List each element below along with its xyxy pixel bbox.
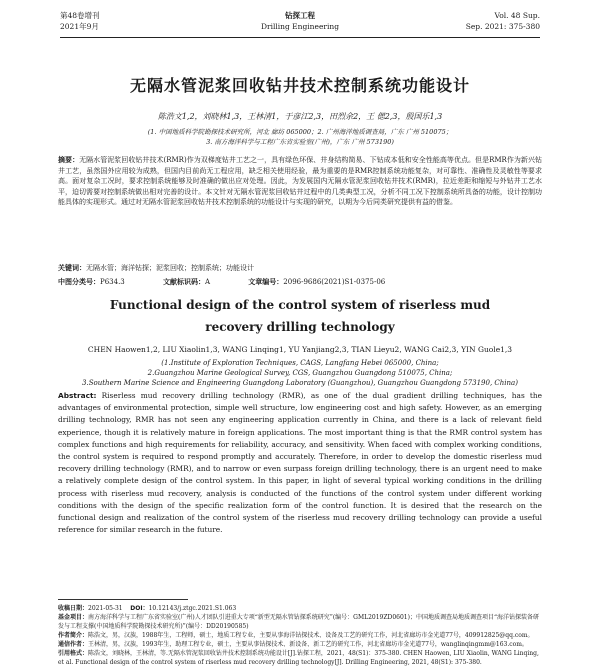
footnote-rule bbox=[58, 599, 188, 600]
cite-label: 引用格式： bbox=[58, 650, 89, 657]
chinese-affiliation-1: (1. 中国地质科学院勘探技术研究所，河北 廊坊 065000；2. 广州海洋地质调查局，广东 广州 510075； bbox=[147, 128, 453, 136]
cite-cn: 陈浩文，刘晓林，王林清，等.无隔水管泥浆回收钻井技术控制系统功能设计[J].钻探工程，2021，48(S1)：375-380. bbox=[88, 650, 402, 657]
chinese-affiliation-2: 3. 南方海洋科学与工程广东省实验室(广州)，广东 广州 573190) bbox=[206, 138, 394, 146]
english-affiliation-3: 3.Southern Marine Science and Engineering Guangdong Laboratory (Guangzhou), Guangzhou Guangdong 573190, China) bbox=[82, 379, 518, 387]
header-vol-en: Vol. 48 Sup. bbox=[494, 11, 540, 20]
clc-label: 中图分类号： bbox=[58, 278, 100, 286]
english-affiliation-1: (1.Institute of Exploration Techniques, CAGS, Langfang Hebei 065000, China; bbox=[161, 359, 439, 367]
english-abstract bbox=[58, 390, 542, 536]
chinese-keywords bbox=[58, 263, 542, 274]
header-right bbox=[466, 10, 540, 32]
footnote-correspondence bbox=[58, 640, 542, 649]
header-volume: 第48卷增刊 bbox=[60, 11, 100, 20]
corr-text: 王林清，男，汉族，1993年生，助理工程专业，硕士，主要从事钻探技术、新设备、新工艺的研究工作，河北省廊坊市金光道77号，wanglinqingmm@163.com。 bbox=[88, 641, 528, 648]
footnote-citation bbox=[58, 649, 542, 667]
abstract-cn-text: 无隔水管泥浆回收钻井技术(RMR)作为双梯度钻井工艺之一，具有绿色环保、井身结构简易、下钻成本低和安全性能高等优点。但是RMR作为新兴钻井工艺，虽然国外应用较为成熟，但国内目前尚无工程应用，缺乏相关使用经验，最为重要的是RMR控制系统功能复杂，对可靠性、准确性及灵敏性等要求高。面对复杂工况时，要求控制系统能够及时准确的做出应对处理。因此，为发展国内无隔水管泥浆回收钻井技术(RMR)，拉近差距和缩短与外钻井工艺水平，迫切需要对控制系统做出相对完善的设计。本文针对无隔水管泥浆回收钻井过程中的几类典型工况，分析不同工况下控制系统所具备的功能，设计控制功能具体的实现形式。通过对无隔水管泥浆回收钻井技术控制系统的功能设计与实现的研究，以期为今后同类研究提供有益的借鉴。 bbox=[58, 156, 542, 206]
fund-label: 基金项目： bbox=[58, 614, 89, 621]
author-bio: 陈浩文，男，汉族，1988年生，工程师，硕士，地质工程专业，主要从事海洋钻探技术、设备及工艺的研究工作，河北省廊坊市金光道77号，409912825@qq.com。 bbox=[88, 632, 534, 639]
keywords-cn: 无隔水管；海洋钻探；泥浆回收；控制系统；功能设计 bbox=[86, 264, 254, 272]
header-rule bbox=[60, 37, 540, 38]
english-authors: CHEN Haowen1,2, LIU Xiaolin1,3, WANG Linqing1, YU Yanjiang2,3, TIAN Lieyu2, WANG Cai2,3, YIN Guole1,3 bbox=[87, 345, 513, 354]
doi-label: DOI： bbox=[130, 605, 149, 612]
english-title bbox=[40, 294, 560, 338]
header-date: 2021年9月 bbox=[60, 22, 99, 31]
keywords-cn-label: 关键词： bbox=[58, 264, 86, 272]
article-id-label: 文章编号： bbox=[248, 278, 284, 286]
article-id: 2096-9686(2021)S1-0375-06 bbox=[283, 278, 386, 286]
english-affiliation-2: 2.Guangzhou Marine Geological Survey, CGS, Guangzhou Guangdong 510075, China; bbox=[147, 369, 453, 377]
fund-text: 南方海洋科学与工程广东省实验室(广州)人才团队引进重大专项“新型无隔水管钻探系统研究”(编号：GML2019ZD0601)；中国地质调查局地质调查项目“海洋钻探装备研发与工程支撑(中国地质科学院勘探技术研究所)”(编号：DD20190585) bbox=[58, 614, 540, 630]
header-journal-en: Drilling Engineering bbox=[260, 22, 340, 31]
running-header bbox=[60, 10, 540, 46]
received-date: 2021-05-31 bbox=[88, 605, 123, 612]
abstract-cn-label: 摘要： bbox=[58, 156, 80, 164]
cite-en: CHEN Haowen, LIU Xiaolin, WANG Linqing, et al. Functional design of the control system of riserless mud recovery drilling technology[J]. Drilling Engineering, 2021, 48(S1): 375-380. bbox=[58, 650, 539, 666]
doi-value: 10.12143/j.ztgc.2021.S1.063 bbox=[148, 605, 237, 612]
header-journal-cn: 钻探工程 bbox=[285, 11, 315, 20]
header-pages: Sep. 2021: 375-380 bbox=[465, 22, 540, 31]
clc-number: P634.3 bbox=[100, 278, 125, 286]
corr-label: 通信作者： bbox=[58, 641, 89, 648]
chinese-authors: 陈浩文1,2，刘晓林1,3，王林清1，于彦江2,3，田烈余2，王 偲2,3，殷国乐1,3 bbox=[157, 112, 443, 121]
english-title-line-1: Functional design of the control system of riserless mud bbox=[109, 298, 491, 312]
author-bio-label: 作者简介： bbox=[58, 632, 89, 639]
abstract-en-text: Riserless mud recovery drilling technology (RMR), as one of the dual gradient drilling techniques, has the advantages of environmental protection, simple well structure, low engineering cost and high safety. However, as an emerging drilling technology, RMR has not seen any engineering application currently in China, and there is a lack of relevant field experience, though it is relatively mature in foreign applications. The most important thing is that the RMR control system has complex functions and high requirements for reliability, accuracy, and sensitivity. When faced with complex working conditions, the control system is required to respond promptly and accurately. Therefore, in order to develop the domestic riserless mud recovery drilling technology (RMR), and to narrow or even surpass foreign drilling technology, there is an urgent need to make a relatively complete design of the control system. In this paper, in light of several typical working conditions in the drilling process with riserless mud recovery, analysis is conducted of the functions of the control system under different working conditions with the design of the specific realization form of the control function. It is desired that the research on the functional design and realization of the control system of the riserless mud recovery drilling technology can provide a useful reference for similar research in the future. bbox=[58, 391, 542, 535]
english-title-line-2: recovery drilling technology bbox=[205, 320, 395, 334]
footnote-fund bbox=[58, 613, 542, 631]
chinese-abstract bbox=[58, 155, 542, 208]
chinese-title: 无隔水管泥浆回收钻井技术控制系统功能设计 bbox=[129, 76, 470, 95]
received-label: 收稿日期： bbox=[58, 605, 89, 612]
classification-line bbox=[58, 277, 421, 287]
abstract-en-label: Abstract: bbox=[58, 391, 97, 400]
footnote-received bbox=[58, 604, 542, 613]
doc-code: A bbox=[204, 278, 211, 286]
doc-code-label: 文献标识码： bbox=[162, 278, 205, 286]
footnote-author bbox=[58, 631, 542, 640]
